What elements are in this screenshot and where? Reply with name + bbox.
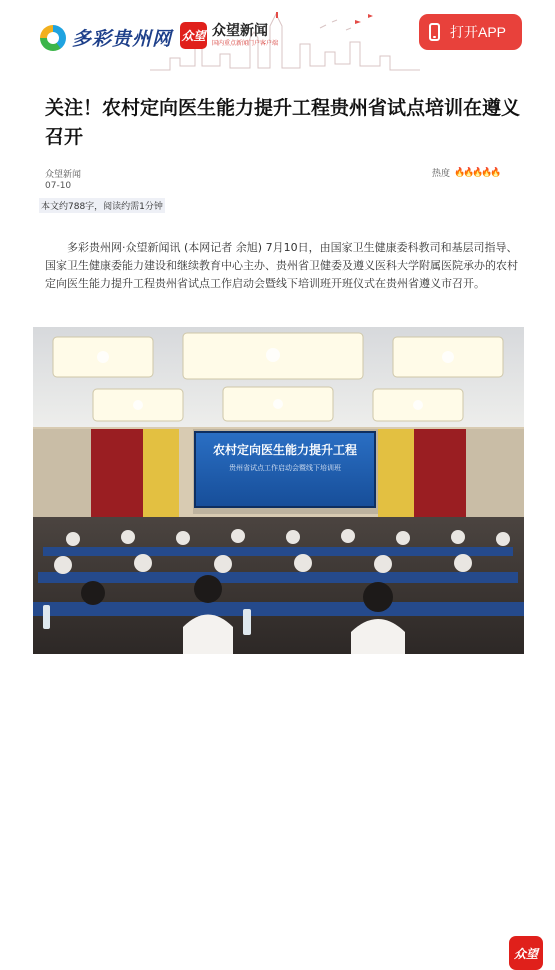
logo2-tagline: 国内重点新闻门户客户端 (212, 40, 279, 47)
flame-icon: 🔥 (463, 167, 475, 178)
flame-icon: 🔥 (472, 167, 484, 178)
meeting-hall-photo (33, 327, 524, 654)
zhongwang-news-logo[interactable] (180, 22, 278, 49)
article-source: 众望新闻 (45, 170, 82, 180)
screen-title: 农村定向医生能力提升工程 (212, 443, 358, 457)
top-header (0, 0, 555, 78)
zhongwang-logo-icon: 众望 (180, 22, 207, 49)
phone-icon (429, 23, 440, 41)
duocai-guizhou-logo[interactable] (40, 24, 172, 51)
open-app-button[interactable] (419, 14, 522, 50)
logo1-text: 多彩贵州网 (72, 28, 173, 50)
flame-icon: 🔥 (454, 167, 466, 178)
heat-label: 热度 (432, 169, 451, 179)
flame-icon-empty: 🔥 (490, 167, 502, 178)
app-logo-icon (40, 25, 66, 51)
article-date: 07-10 (45, 181, 72, 191)
logo2-name: 众望新闻 (212, 23, 268, 39)
article-body: 多彩贵州网·众望新闻讯 (本网记者 余旭) 7月10日，由国家卫生健康委科教司和基层司指导、国家卫生健康委能力建设和继续教育中心主办、贵州省卫健委及遵义医科大学附属医院承办的农村定向医生能力提升工程贵州省试点工作启动会暨线下培训班开班仪式在贵州省遵义市召开。 (45, 241, 518, 290)
reading-info: 本文约788字，阅读约需1分钟 (39, 198, 165, 213)
flame-icon: 🔥 (481, 167, 493, 178)
heat-indicator (432, 166, 502, 179)
open-app-label: 打开APP (450, 24, 507, 40)
watermark-badge: 众望 (509, 936, 543, 970)
article-photo[interactable] (33, 327, 538, 961)
screen-subtitle: 贵州省试点工作启动会暨线下培训班 (229, 464, 341, 472)
article-title: 关注！农村定向医生能力提升工程贵州省试点培训在遵义召开 (45, 97, 521, 148)
